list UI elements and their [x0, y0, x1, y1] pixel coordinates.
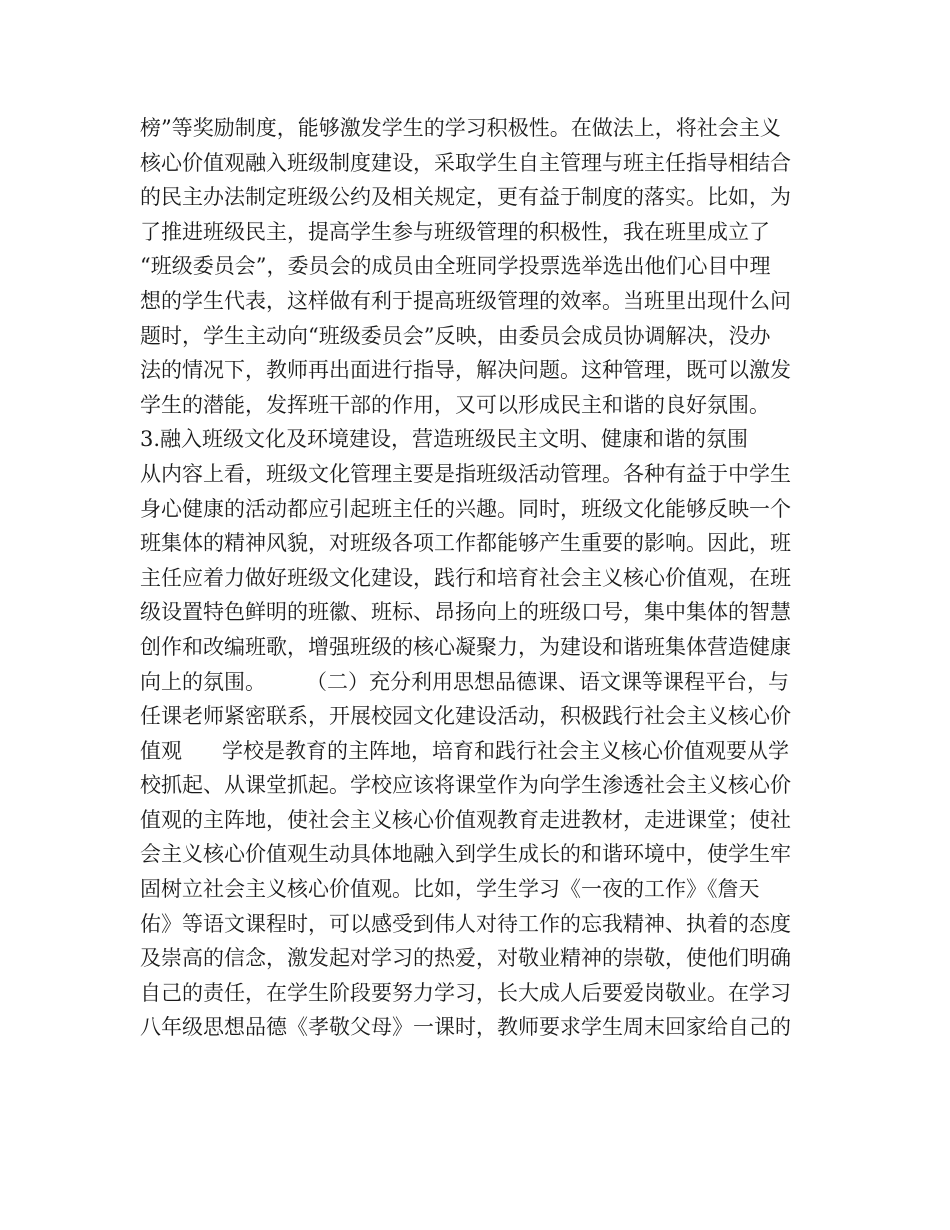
text-line: 题时，学生主动向“班级委员会”反映，由委员会成员协调解决，没办 [140, 323, 771, 348]
text-line: 向上的氛围。 （二）充分利用思想品德课、语文课等课程平台，与 [140, 669, 790, 694]
text-line: 主任应着力做好班级文化建设，践行和培育社会主义核心价值观，在班 [140, 565, 791, 590]
text-line: 想的学生代表，这样做有利于提高班级管理的效率。当班里出现什么问 [140, 288, 791, 313]
text-line: 的民主办法制定班级公约及相关规定，更有益于制度的落实。比如，为 [140, 185, 791, 210]
text-line: 榜”等奖励制度，能够激发学生的学习积极性。在做法上，将社会主义 [140, 116, 781, 140]
text-line: 固树立社会主义核心价值观。比如，学生学习《一夜的工作》《詹天 [140, 877, 760, 902]
section-heading-line: 3.融入班级文化及环境建设，营造班级民主文明、健康和谐的氛围 [140, 427, 749, 452]
text-line: 任课老师紧密联系，开展校园文化建设活动，积极践行社会主义核心价 [140, 704, 791, 729]
text-line: 核心价值观融入班级制度建设，采取学生自主管理与班主任指导相结合 [140, 150, 791, 175]
text-line: 创作和改编班歌，增强班级的核心凝聚力，为建设和谐班集体营造健康 [140, 634, 791, 659]
text-line: 法的情况下，教师再出面进行指导，解决问题。这种管理，既可以激发 [140, 358, 791, 383]
text-line: 八年级思想品德《孝敬父母》一课时，教师要求学生周末回家给自己的 [140, 1015, 791, 1040]
text-line: 学生的潜能，发挥班干部的作用，又可以形成民主和谐的良好氛围。 [140, 392, 770, 417]
text-line: 佑》等语文课程时，可以感受到伟人对待工作的忘我精神、执着的态度 [140, 911, 791, 936]
text-line: 级设置特色鲜明的班徽、班标、昂扬向上的班级口号，集中集体的智慧 [140, 600, 791, 625]
text-line: 了推进班级民主，提高学生参与班级管理的积极性，我在班里成立了 [140, 219, 770, 244]
text-line: 及崇高的信念，激发起对学习的热爱，对敬业精神的崇敬，使他们明确 [140, 946, 791, 971]
document-body [140, 111, 830, 1045]
text-line: “班级委员会”，委员会的成员由全班同学投票选举选出他们心目中理 [140, 254, 771, 279]
text-line: 值观的主阵地，使社会主义核心价值观教育走进教材，走进课堂；使社 [140, 807, 791, 832]
text-line: 从内容上看，班级文化管理主要是指班级活动管理。各种有益于中学生 [140, 461, 791, 486]
text-line: 校抓起、从课堂抓起。学校应该将课堂作为向学生渗透社会主义核心价 [140, 773, 791, 798]
text-line: 班集体的精神风貌，对班级各项工作都能够产生重要的影响。因此，班 [140, 531, 791, 556]
text-line: 自己的责任，在学生阶段要努力学习，长大成人后要爱岗敬业。在学习 [140, 980, 791, 1005]
text-line: 会主义核心价值观生动具体地融入到学生成长的和谐环境中，使学生牢 [140, 842, 791, 867]
text-line: 值观 学校是教育的主阵地，培育和践行社会主义核心价值观要从学 [140, 738, 790, 763]
text-line: 身心健康的活动都应引起班主任的兴趣。同时，班级文化能够反映一个 [140, 496, 791, 521]
